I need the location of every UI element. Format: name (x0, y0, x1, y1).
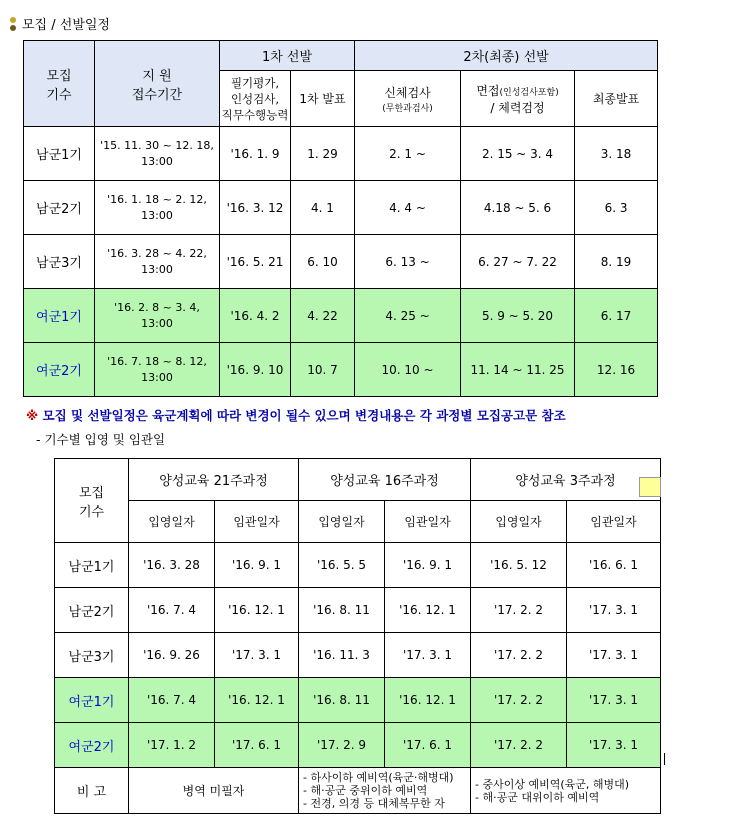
header-written-test: 필기평가, 인성검사, 직무수행능력 (220, 71, 291, 127)
header2-gisu: 모집 기수 (55, 459, 129, 543)
row-c16-enter: '16. 8. 11 (299, 678, 385, 723)
note-mark: ※ (26, 408, 39, 423)
row-physical: 2. 1 ~ (355, 127, 461, 181)
section-title-text: 모집 / 선발일정 (22, 18, 110, 33)
schedule-row (24, 127, 658, 181)
row-c3-commission: '17. 3. 1 (567, 678, 661, 723)
row-apply-period: '16. 1. 18 ~ 2. 12, 13:00 (95, 181, 220, 235)
remarks-course21: 병역 미필자 (129, 768, 299, 814)
row-first-announce: 4. 1 (291, 181, 355, 235)
row-c3-enter: '17. 2. 2 (471, 633, 567, 678)
row-physical: 4. 4 ~ (355, 181, 461, 235)
row-final-announce: 8. 19 (575, 235, 658, 289)
row-c21-enter: '16. 7. 4 (129, 588, 215, 633)
row-gisu: 여군2기 (24, 343, 95, 397)
row-c3-commission: '17. 3. 1 (567, 633, 661, 678)
row-c3-commission: '16. 6. 1 (567, 543, 661, 588)
row-c21-commission: '16. 12. 1 (215, 588, 299, 633)
header-commission: 임관일자 (385, 501, 471, 543)
row-c16-enter: '16. 11. 3 (299, 633, 385, 678)
row-interview: 2. 15 ~ 3. 4 (461, 127, 575, 181)
row-c16-enter: '16. 8. 11 (299, 588, 385, 633)
enlistment-row (55, 723, 661, 768)
row-final-announce: 3. 18 (575, 127, 658, 181)
bullet-icon (10, 17, 16, 31)
row-physical: 10. 10 ~ (355, 343, 461, 397)
yellow-marker (639, 477, 661, 497)
enlistment-row (55, 633, 661, 678)
row-gisu: 남군2기 (55, 588, 129, 633)
row-gisu: 남군3기 (55, 633, 129, 678)
remarks-label: 비 고 (55, 768, 129, 814)
row-c3-commission: '17. 3. 1 (567, 723, 661, 768)
header-apply-period: 지 원 접수기간 (95, 41, 220, 127)
row-written-date: '16. 5. 21 (220, 235, 291, 289)
row-gisu: 여군2기 (55, 723, 129, 768)
enlistment-row (55, 588, 661, 633)
header-first-announce: 1차 발표 (291, 71, 355, 127)
row-c21-commission: '16. 12. 1 (215, 678, 299, 723)
row-written-date: '16. 4. 2 (220, 289, 291, 343)
row-c16-commission: '17. 3. 1 (385, 633, 471, 678)
row-written-date: '16. 1. 9 (220, 127, 291, 181)
row-c21-commission: '16. 9. 1 (215, 543, 299, 588)
row-c16-enter: '16. 5. 5 (299, 543, 385, 588)
row-gisu: 남군1기 (55, 543, 129, 588)
header-enter: 입영일자 (129, 501, 215, 543)
row-gisu: 남군2기 (24, 181, 95, 235)
row-final-announce: 6. 17 (575, 289, 658, 343)
row-final-announce: 12. 16 (575, 343, 658, 397)
row-c21-enter: '16. 9. 26 (129, 633, 215, 678)
sub-heading: - 기수별 입영 및 임관일 (36, 432, 166, 447)
header-course3: 양성교육 3주과정 (471, 459, 661, 501)
remarks-course16: - 하사이하 예비역(육군·해병대) - 해·공군 중위이하 예비역 - 전경, 의경 등 대체복무한 자 (299, 768, 471, 814)
selection-schedule-table (23, 40, 658, 397)
row-apply-period: '16. 7. 18 ~ 8. 12, 13:00 (95, 343, 220, 397)
row-physical: 4. 25 ~ (355, 289, 461, 343)
header-commission: 임관일자 (567, 501, 661, 543)
row-c16-commission: '16. 12. 1 (385, 678, 471, 723)
enlistment-table (54, 458, 661, 814)
row-first-announce: 6. 10 (291, 235, 355, 289)
enlistment-row (55, 678, 661, 723)
row-gisu: 여군1기 (55, 678, 129, 723)
header-enter: 입영일자 (299, 501, 385, 543)
row-c16-commission: '16. 9. 1 (385, 543, 471, 588)
row-physical: 6. 13 ~ (355, 235, 461, 289)
row-apply-period: '16. 2. 8 ~ 3. 4, 13:00 (95, 289, 220, 343)
row-c3-enter: '17. 2. 2 (471, 678, 567, 723)
schedule-row (24, 343, 658, 397)
row-c21-commission: '17. 6. 1 (215, 723, 299, 768)
row-c3-enter: '17. 2. 2 (471, 723, 567, 768)
header-course16: 양성교육 16주과정 (299, 459, 471, 501)
row-gisu: 남군3기 (24, 235, 95, 289)
row-c21-enter: '16. 7. 4 (129, 678, 215, 723)
schedule-row (24, 235, 658, 289)
row-c16-commission: '16. 12. 1 (385, 588, 471, 633)
note-text: 모집 및 선발일정은 육군계획에 따라 변경이 될수 있으며 변경내용은 각 과정별 모집공고문 참조 (42, 408, 566, 423)
row-c21-commission: '17. 3. 1 (215, 633, 299, 678)
header-final-announce: 최종발표 (575, 71, 658, 127)
row-c3-commission: '17. 3. 1 (567, 588, 661, 633)
header-course21: 양성교육 21주과정 (129, 459, 299, 501)
row-written-date: '16. 9. 10 (220, 343, 291, 397)
row-final-announce: 6. 3 (575, 181, 658, 235)
row-c3-enter: '16. 5. 12 (471, 543, 567, 588)
row-first-announce: 1. 29 (291, 127, 355, 181)
text-cursor (664, 753, 665, 765)
header-phase1: 1차 선발 (220, 41, 355, 71)
row-c16-commission: '17. 6. 1 (385, 723, 471, 768)
row-interview: 6. 27 ~ 7. 22 (461, 235, 575, 289)
remarks-course3: - 중사이상 예비역(육군, 해병대) - 해·공군 대위이하 예비역 (471, 768, 661, 814)
section-title (10, 14, 110, 33)
header-phase2: 2차(최종) 선발 (355, 41, 658, 71)
schedule-row (24, 289, 658, 343)
header-commission: 임관일자 (215, 501, 299, 543)
schedule-row (24, 181, 658, 235)
row-c21-enter: '16. 3. 28 (129, 543, 215, 588)
header-gisu: 모집 기수 (24, 41, 95, 127)
header-interview: 면접(인성검사포함) / 체력검정 (461, 71, 575, 127)
header-physical: 신체검사 (무한과검사) (355, 71, 461, 127)
row-apply-period: '15. 11. 30 ~ 12. 18, 13:00 (95, 127, 220, 181)
row-first-announce: 4. 22 (291, 289, 355, 343)
row-interview: 5. 9 ~ 5. 20 (461, 289, 575, 343)
row-first-announce: 10. 7 (291, 343, 355, 397)
row-c3-enter: '17. 2. 2 (471, 588, 567, 633)
row-c16-enter: '17. 2. 9 (299, 723, 385, 768)
row-interview: 4.18 ~ 5. 6 (461, 181, 575, 235)
header-enter: 입영일자 (471, 501, 567, 543)
row-interview: 11. 14 ~ 11. 25 (461, 343, 575, 397)
row-gisu: 여군1기 (24, 289, 95, 343)
row-c21-enter: '17. 1. 2 (129, 723, 215, 768)
row-written-date: '16. 3. 12 (220, 181, 291, 235)
row-apply-period: '16. 3. 28 ~ 4. 22, 13:00 (95, 235, 220, 289)
enlistment-row (55, 543, 661, 588)
schedule-note (26, 406, 566, 424)
row-gisu: 남군1기 (24, 127, 95, 181)
